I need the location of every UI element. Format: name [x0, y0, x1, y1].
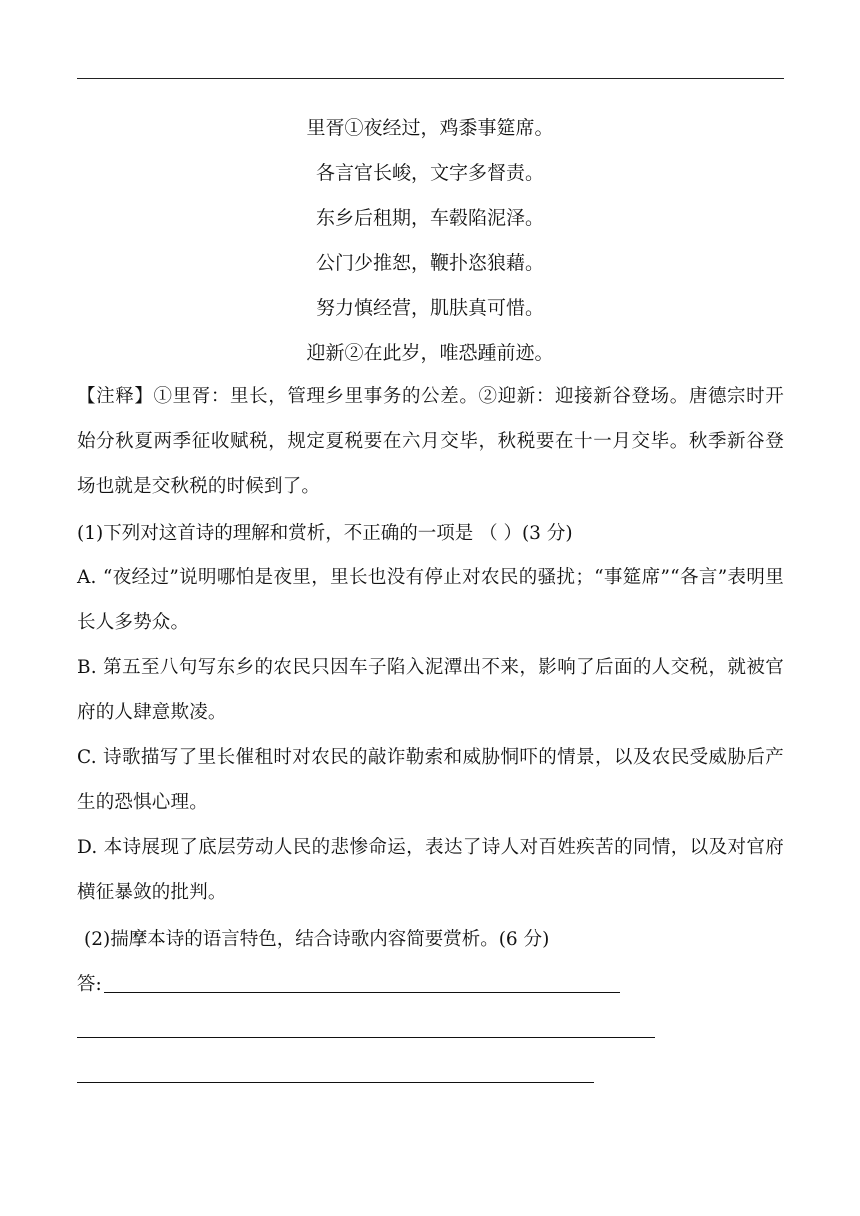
question-2-stem: (2)揣摩本诗的语言特色，结合诗歌内容简要赏析。(6 分)	[84, 929, 550, 950]
header-rule	[77, 78, 784, 79]
poem-line: 各言官长峻，文字多督责。	[315, 162, 544, 184]
option-a: A. “夜经过”说明哪怕是夜里，里长也没有停止对农民的骚扰；“事筵席”“各言”表明里长人多势众。	[77, 567, 784, 633]
poem-line: 迎新②在此岁，唯恐踵前迹。	[306, 342, 554, 364]
option-b: B. 第五至八句写东乡的农民只因车子陷入泥潭出不来，影响了后面的人交税，就被官府的人肆意欺凌。	[77, 657, 784, 723]
poem-line: 东乡后租期，车毂陷泥泽。	[315, 207, 544, 229]
option-c: C. 诗歌描写了里长催租时对农民的敲诈勒索和威胁恫吓的情景，以及农民受威胁后产生的恐惧心理。	[77, 747, 784, 813]
option-d: D. 本诗展现了底层劳动人民的悲惨命运，表达了诗人对百姓疾苦的同情，以及对官府横征暴敛的批判。	[77, 837, 784, 903]
answer-line[interactable]	[77, 1037, 655, 1038]
answer-label: 答:	[77, 974, 102, 995]
annotation-note: 【注释】①里胥：里长，管理乡里事务的公差。②迎新：迎接新谷登场。唐德宗时开始分秋夏两季征收赋税，规定夏税要在六月交毕，秋税要在十一月交毕。秋季新谷登场也就是交秋税的时候到了。	[77, 386, 784, 497]
answer-line[interactable]	[104, 992, 620, 993]
answer-line[interactable]	[77, 1082, 594, 1083]
question-1-stem: (1)下列对这首诗的理解和赏析，不正确的一项是 （ ）(3 分)	[77, 523, 573, 544]
poem-line: 努力慎经营，肌肤真可惜。	[315, 297, 544, 319]
poem-line: 里胥①夜经过，鸡黍事筵席。	[306, 117, 554, 139]
poem-line: 公门少推恕，鞭扑恣狼藉。	[315, 252, 544, 274]
